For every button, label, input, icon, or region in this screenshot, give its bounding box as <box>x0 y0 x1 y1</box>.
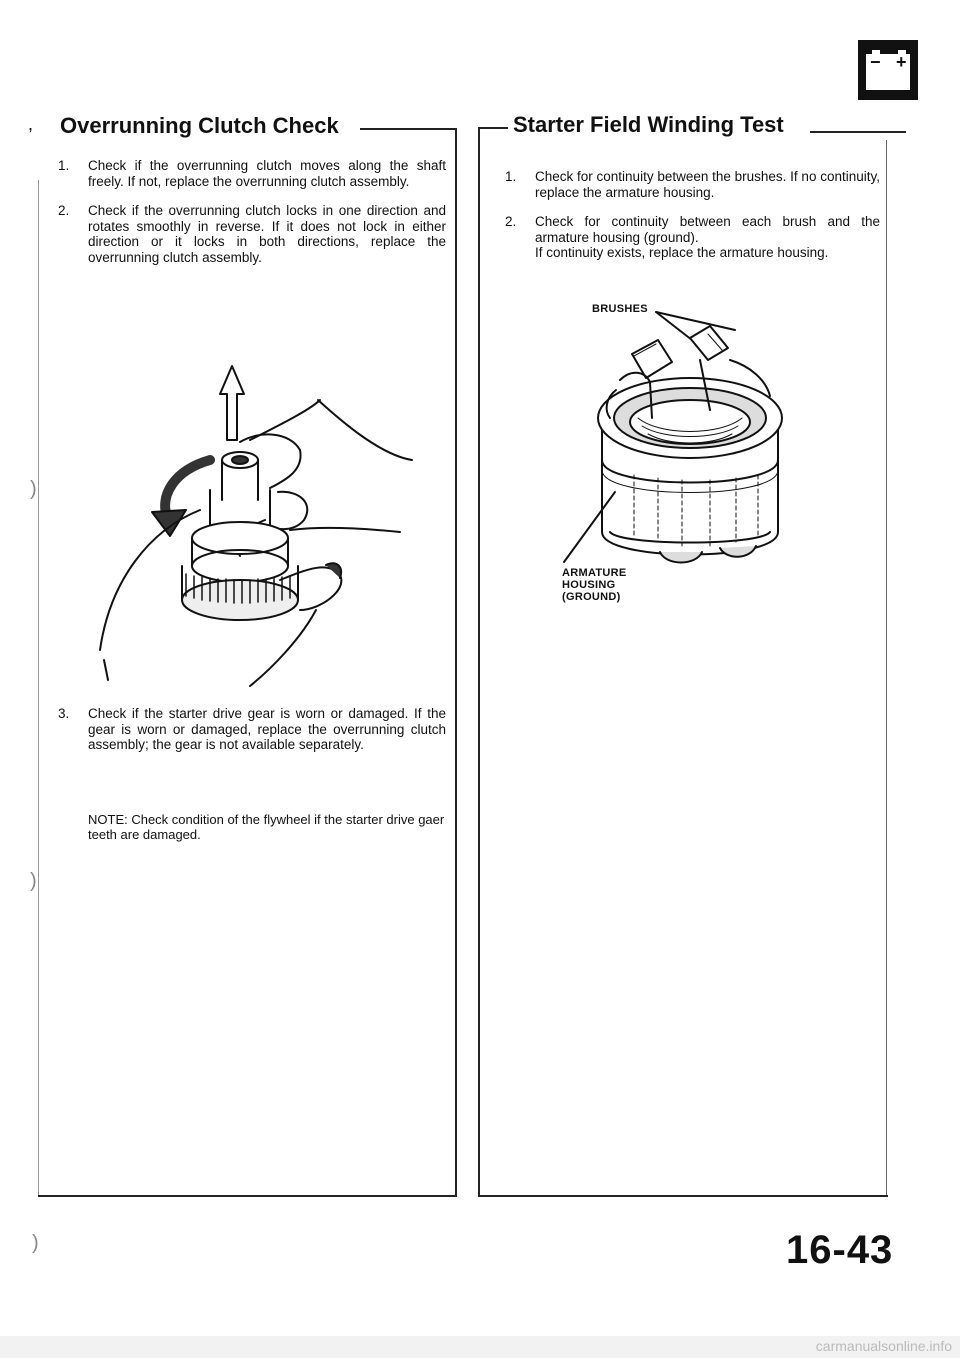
right-box-left-border <box>478 127 480 1197</box>
right-box-bottom-border <box>478 1195 888 1197</box>
step-text: Check if the overrunning clutch locks in one direction and rotates smoothly in reverse. If it does not lock in either direction or it locks in both directions, replace the overrunning clutch assembly. <box>88 203 446 265</box>
step-text: Check for continuity between the brushes. If no continuity, replace the armature housing. <box>535 169 880 200</box>
page-number: 16-43 <box>786 1228 894 1272</box>
binding-mark-3: ) <box>32 1232 39 1254</box>
right-section-title: Starter Field Winding Test <box>513 112 784 137</box>
right-steps-list <box>505 169 880 261</box>
step-number: 2. <box>58 203 70 218</box>
right-step-1 <box>505 169 880 200</box>
step-text: Check if the overrunning clutch moves along the shaft freely. If not, replace the overrunning clutch assembly. <box>88 158 446 189</box>
right-step-2 <box>505 214 880 261</box>
left-box-bottom-border <box>38 1195 457 1197</box>
battery-icon <box>858 40 918 100</box>
footer-watermark: carmanualsonline.info <box>815 1338 952 1354</box>
step-number: 2. <box>505 214 517 229</box>
footer-bar <box>0 1336 960 1358</box>
left-step-1 <box>58 158 446 189</box>
left-steps-list <box>58 158 446 265</box>
left-title-rule <box>360 128 456 130</box>
right-title-rule-right <box>810 131 906 133</box>
right-box-right-border <box>886 140 887 1197</box>
battery-minus-sign: − <box>870 52 881 72</box>
left-section-title: Overrunning Clutch Check <box>60 113 339 138</box>
armature-housing-label: ARMATURE HOUSING (GROUND) <box>562 567 627 603</box>
left-note: NOTE: Check condition of the flywheel if the starter drive gaer teeth are damaged. <box>88 812 445 842</box>
step-number: 1. <box>58 158 70 173</box>
battery-plus-sign: + <box>896 52 907 72</box>
binding-mark-1: ) <box>30 478 37 500</box>
left-step-3 <box>58 706 446 753</box>
left-step-2 <box>58 203 446 265</box>
left-steps-list-continued <box>58 706 446 753</box>
left-box-right-border <box>455 128 457 1196</box>
step-text: Check if the starter drive gear is worn or damaged. If the gear is worn or damaged, replace the overrunning clutch assembly; the gear is not available separately. <box>88 706 446 752</box>
left-margin-mark: , <box>28 114 34 134</box>
step-text: Check for continuity between each brush and the armature housing (ground). <box>535 214 880 245</box>
left-box-left-border <box>38 180 39 1196</box>
armature-housing-illustration <box>560 300 820 590</box>
overrunning-clutch-illustration <box>90 360 430 690</box>
step-text-continued: If continuity exists, replace the armature housing. <box>535 245 829 260</box>
brushes-label: BRUSHES <box>592 303 648 315</box>
right-title-rule-left <box>478 127 508 129</box>
binding-mark-2: ) <box>30 870 37 892</box>
step-number: 1. <box>505 169 517 184</box>
step-number: 3. <box>58 706 70 721</box>
